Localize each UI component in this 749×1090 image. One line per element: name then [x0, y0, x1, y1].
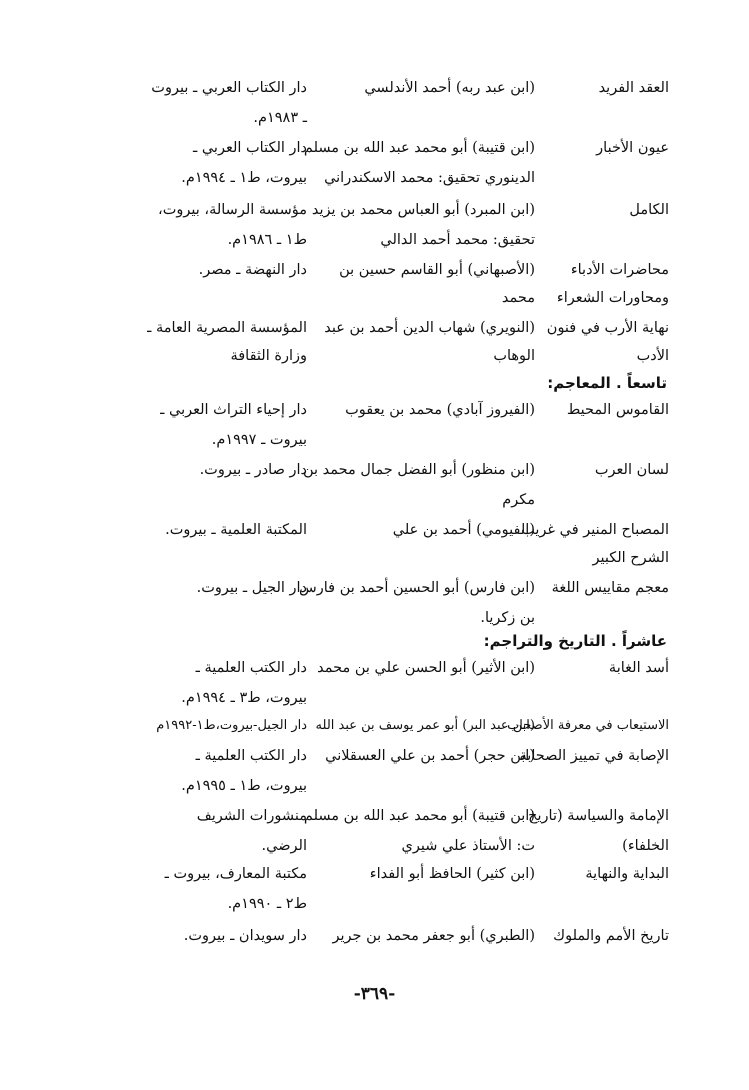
- book-publisher: الرضي.: [261, 838, 307, 854]
- book-publisher: دار صادر ـ بيروت.: [199, 462, 307, 478]
- book-publisher: مكتبة المعارف، بيروت ـ: [164, 866, 307, 882]
- book-author: (الفيروز آبادي) محمد بن يعقوب: [345, 402, 535, 418]
- book-author: (ابن المبرد) أبو العباس محمد بن يزيد: [311, 202, 535, 218]
- book-author: (الفيومي) أحمد بن علي: [392, 522, 535, 538]
- bib-line: [79, 742, 669, 770]
- bib-line: [79, 74, 669, 102]
- book-author: (ابن فارس) أبو الحسين أحمد بن فارس: [299, 580, 535, 596]
- bib-line: [79, 342, 669, 370]
- book-publisher: دار سويدان ـ بيروت.: [183, 928, 307, 944]
- bib-line: [79, 256, 669, 284]
- bib-line: [79, 516, 669, 544]
- book-author: (ابن الأثير) أبو الحسن علي بن محمد: [317, 660, 535, 676]
- bib-line: [79, 772, 669, 800]
- book-title: القاموس المحيط: [566, 402, 669, 418]
- page-number: -٣٦٩-: [353, 984, 396, 1004]
- book-publisher: منشورات الشريف: [196, 808, 307, 824]
- bib-line: [79, 712, 669, 740]
- bib-line: [79, 164, 669, 192]
- book-publisher: المؤسسة المصرية العامة ـ: [147, 320, 307, 336]
- book-publisher: بيروت، ط٣ ـ ١٩٩٤م.: [181, 690, 307, 706]
- book-publisher: بيروت، ط١ ـ ١٩٩٥م.: [181, 778, 307, 794]
- book-title: المصباح المنير في غريب: [521, 522, 669, 538]
- book-title: الاستيعاب في معرفة الأصحاب: [507, 718, 669, 733]
- book-title: الكامل: [629, 202, 669, 218]
- book-title: العقد الفريد: [598, 80, 669, 96]
- book-publisher: ط١ ـ ١٩٨٦م.: [227, 232, 307, 248]
- book-author: (ابن عبد ربه) أحمد الأندلسي: [364, 80, 535, 96]
- book-title: لسان العرب: [594, 462, 669, 478]
- book-publisher: المكتبة العلمية ـ بيروت.: [165, 522, 307, 538]
- book-author: الوهاب: [493, 348, 535, 364]
- book-title: الأدب: [636, 348, 669, 364]
- book-title: محاضرات الأدباء: [570, 262, 669, 278]
- book-author: (النويري) شهاب الدين أحمد بن عبد: [324, 320, 535, 336]
- book-publisher: دار الكتاب العربي ـ بيروت: [151, 80, 307, 96]
- book-publisher: ـ ١٩٨٣م.: [253, 110, 307, 126]
- bib-line: [79, 314, 669, 342]
- book-author: محمد: [501, 290, 535, 306]
- book-author: تحقيق: محمد أحمد الدالي: [380, 232, 535, 248]
- book-author: (الأصبهاني) أبو القاسم حسين بن: [339, 262, 535, 278]
- bib-line: [79, 284, 669, 312]
- bib-line: [79, 544, 669, 572]
- bib-line: [79, 860, 669, 888]
- bib-line: [79, 396, 669, 424]
- book-publisher: دار الجيل-بيروت،ط١-١٩٩٢م: [156, 718, 307, 733]
- book-author: (ابن عبد البر) أبو عمر يوسف بن عبد الله: [315, 718, 535, 733]
- bib-line: [79, 486, 669, 514]
- bib-line: [79, 226, 669, 254]
- book-publisher: وزارة الثقافة: [230, 348, 307, 364]
- bib-line: [79, 890, 669, 918]
- book-publisher: دار الكتب العلمية ـ: [195, 660, 307, 676]
- book-author: بن زكريا.: [480, 610, 535, 626]
- bib-line: [79, 104, 669, 132]
- book-title: الشرح الكبير: [592, 550, 669, 566]
- book-title: ومحاورات الشعراء: [556, 290, 669, 306]
- book-author: مكرم: [502, 492, 535, 508]
- book-publisher: بيروت، ط١ ـ ١٩٩٤م.: [181, 170, 307, 186]
- book-author: الدينوري تحقيق: محمد الاسكندراني: [324, 170, 535, 186]
- book-publisher: دار النهضة ـ مصر.: [198, 262, 307, 278]
- bib-line: [79, 196, 669, 224]
- book-publisher: دار الكتب العلمية ـ: [195, 748, 307, 764]
- book-publisher: دار الجيل ـ بيروت.: [196, 580, 307, 596]
- bib-line: [79, 802, 669, 830]
- book-author: (ابن قتيبة) أبو محمد عبد الله بن مسلم: [303, 808, 535, 824]
- book-title: نهاية الأرب في فنون: [546, 320, 669, 336]
- book-author: (ابن كثير) الحافظ أبو الفداء: [369, 866, 535, 882]
- book-author: (ابن حجر) أحمد بن علي العسقلاني: [325, 748, 535, 764]
- bib-line: [79, 574, 669, 602]
- bib-line: [79, 684, 669, 712]
- bib-line: [79, 832, 669, 860]
- book-author: (ابن قتيبة) أبو محمد عبد الله بن مسلم: [303, 140, 535, 156]
- book-title: معجم مقاييس اللغة: [551, 580, 669, 596]
- book-title: الخلفاء): [622, 838, 669, 854]
- book-author: ت: الأستاذ علي شيري: [401, 838, 535, 854]
- book-title: البداية والنهاية: [585, 866, 669, 882]
- bib-line: [79, 654, 669, 682]
- book-title: الإمامة والسياسة (تاريخ: [528, 808, 669, 824]
- book-publisher: ط٢ ـ ١٩٩٠م.: [227, 896, 307, 912]
- book-publisher: دار الكتاب العربي ـ: [192, 140, 307, 156]
- book-author: (الطبري) أبو جعفر محمد بن جرير: [332, 928, 535, 944]
- bib-line: [79, 134, 669, 162]
- bib-line: [79, 456, 669, 484]
- book-title: تاريخ الأمم والملوك: [553, 928, 669, 944]
- book-author: (ابن منظور) أبو الفضل جمال محمد بن: [303, 462, 535, 478]
- book-title: عيون الأخبار: [596, 140, 669, 156]
- book-publisher: دار إحياء التراث العربي ـ: [160, 402, 307, 418]
- bib-line: [79, 922, 669, 950]
- book-publisher: بيروت ـ ١٩٩٧م.: [211, 432, 307, 448]
- book-title: أسد الغابة: [608, 660, 669, 676]
- section-heading: عاشراً . التاريخ والتراجم:: [483, 632, 667, 650]
- bib-line: [79, 426, 669, 454]
- book-title: الإصابة في تمييز الصحابة: [519, 748, 669, 764]
- book-publisher: مؤسسة الرسالة، بيروت،: [158, 202, 307, 218]
- section-heading: تاسعاً . المعاجم:: [547, 374, 667, 392]
